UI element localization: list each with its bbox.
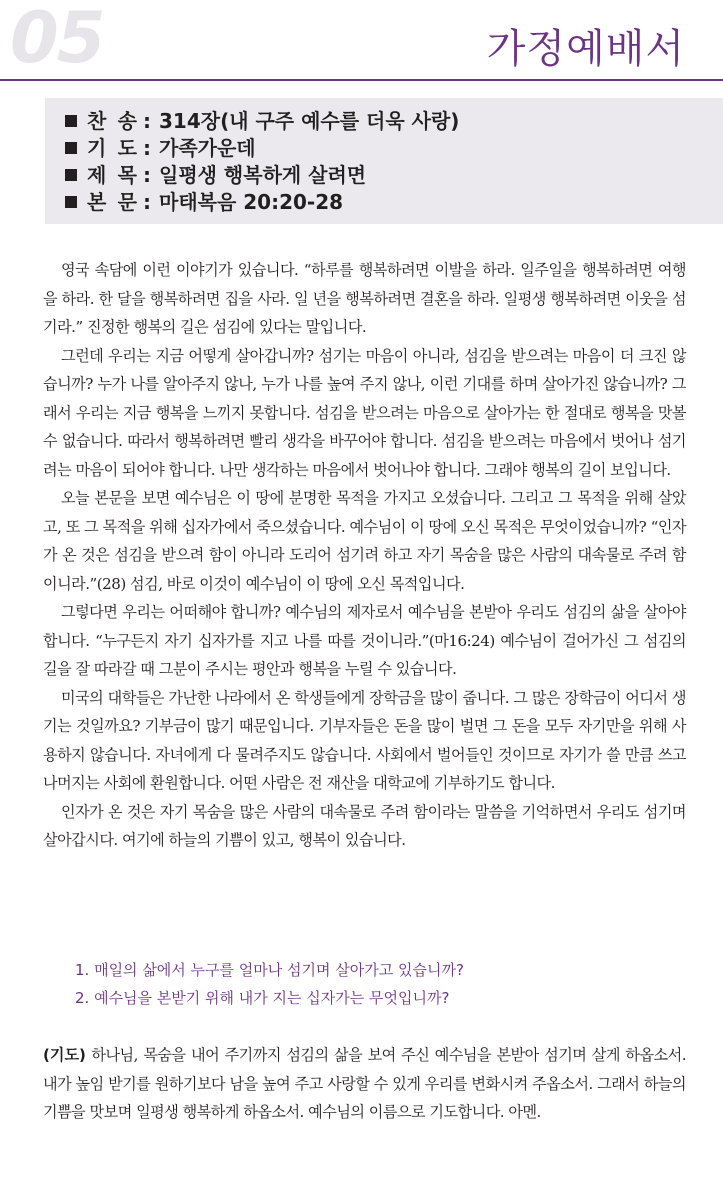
header-divider [0, 79, 723, 81]
paragraph: 영국 속담에 이런 이야기가 있습니다. “하루를 행복하려면 이발을 하라. 일주일을 행복하려면 여행을 하라. 한 달을 행복하려면 집을 사라. 일 년을 행복하려면 결혼을 하라. 일평생 행복하려면 이웃을 섬기라.” 진정한 행복의 길은 섬김에 있다는 말입니다. [43, 261, 686, 336]
square-bullet-icon [65, 142, 77, 154]
page-title: 가정예배서 [486, 26, 685, 72]
info-row-prayer: 기 도 : 가족가운데 [65, 135, 723, 162]
question-item: 1. 매일의 삶에서 누구를 얼마나 섬기며 살아가고 있습니까? [75, 961, 464, 979]
info-value: 일평생 행복하게 살려면 [159, 163, 367, 187]
info-value: 마태복음 20:20-28 [159, 190, 344, 214]
square-bullet-icon [65, 169, 77, 181]
lesson-number: 05 [10, 0, 104, 79]
square-bullet-icon [65, 196, 77, 208]
info-key: 제 목 [87, 163, 137, 187]
info-row-title: 제 목 : 일평생 행복하게 살려면 [65, 162, 723, 189]
prayer-text: 하나님, 목숨을 내어 주기까지 섬김의 삶을 보여 주신 예수님을 본받아 섬기며 살게 하옵소서. 내가 높임 받기를 원하기보다 남을 높여 주고 사랑할 수 있게 우리를 변화시켜 주옵소서. 그래서 하늘의 기쁨을 맛보며 일평생 행복하게 하옵소서. 예수님의 이름으로 기도합니다. 아멘. [43, 1046, 686, 1121]
sermon-body [43, 256, 686, 855]
discussion-questions [75, 956, 695, 1012]
worship-info-box [45, 98, 723, 224]
paragraph: 오늘 본문을 보면 예수님은 이 땅에 분명한 목적을 가지고 오셨습니다. 그리고 그 목적을 위해 살았고, 또 그 목적을 위해 십자가에서 죽으셨습니다. 예수님이 이 땅에 오신 목적은 무엇이었습니까? “인자가 온 것은 섬김을 받으려 함이 아니라 도리어 섬기려 하고 자기 목숨을 많은 사람의 대속물로 주려 함이니라.”(28) 섬김, 바로 이것이 예수님이 이 땅에 오신 목적입니다. [43, 489, 686, 593]
paragraph: 미국의 대학들은 가난한 나라에서 온 학생들에게 장학금을 많이 줍니다. 그 많은 장학금이 어디서 생기는 것일까요? 기부금이 많기 때문입니다. 기부자들은 돈을 많이 벌면 그 돈을 모두 자기만을 위해 사용하지 않습니다. 자녀에게 다 물려주지도 않습니다. 사회에서 벌어들인 것이므로 자기가 쓸 만큼 쓰고 나머지는 사회에 환원합니다. 어떤 사람은 전 재산을 대학교에 기부하기도 합니다. [43, 688, 686, 792]
closing-prayer [43, 1041, 686, 1127]
prayer-label: (기도) [43, 1046, 86, 1064]
paragraph: 그런데 우리는 지금 어떻게 살아갑니까? 섬기는 마음이 아니라, 섬김을 받으려는 마음이 더 크진 않습니까? 누가 나를 알아주지 않나, 누가 나를 높여 주지 않나, 이런 기대를 하며 살아가진 않습니까? 그래서 우리는 지금 행복을 느끼지 못합니다. 섬김을 받으려는 마음으로 살아가는 한 절대로 행복을 맛볼 수 없습니다. 따라서 행복하려면 빨리 생각을 바꾸어야 합니다. 섬김을 받으려는 마음에서 벗어나 섬기려는 마음이 되어야 합니다. 나만 생각하는 마음에서 벗어나야 합니다. 그래야 행복의 길이 보입니다. [43, 346, 687, 479]
info-key: 기 도 [87, 136, 137, 160]
paragraph: 그렇다면 우리는 어떠해야 합니까? 예수님의 제자로서 예수님을 본받아 우리도 섬김의 삶을 살아야 합니다. “누구든지 자기 십자가를 지고 나를 따를 것이니라.”(마16:24) 예수님이 걸어가신 그 섬김의 길을 잘 따라갈 때 그분이 주시는 평안과 행복을 누릴 수 있습니다. [43, 603, 686, 678]
info-value: 314장(내 구주 예수를 더욱 사랑) [159, 109, 460, 133]
info-value: 가족가운데 [159, 136, 256, 160]
question-item: 2. 예수님을 본받기 위해 내가 지는 십자가는 무엇입니까? [75, 989, 450, 1007]
info-key: 찬 송 [87, 109, 137, 133]
info-row-scripture: 본 문 : 마태복음 20:20-28 [65, 189, 723, 216]
info-key: 본 문 [87, 190, 137, 214]
info-row-hymn: 찬 송 : 314장(내 구주 예수를 더욱 사랑) [65, 108, 723, 135]
square-bullet-icon [65, 115, 77, 127]
paragraph: 인자가 온 것은 자기 목숨을 많은 사람의 대속물로 주려 함이라는 말씀을 기억하면서 우리도 섬기며 살아갑시다. 여기에 하늘의 기쁨이 있고, 행복이 있습니다. [43, 802, 686, 849]
